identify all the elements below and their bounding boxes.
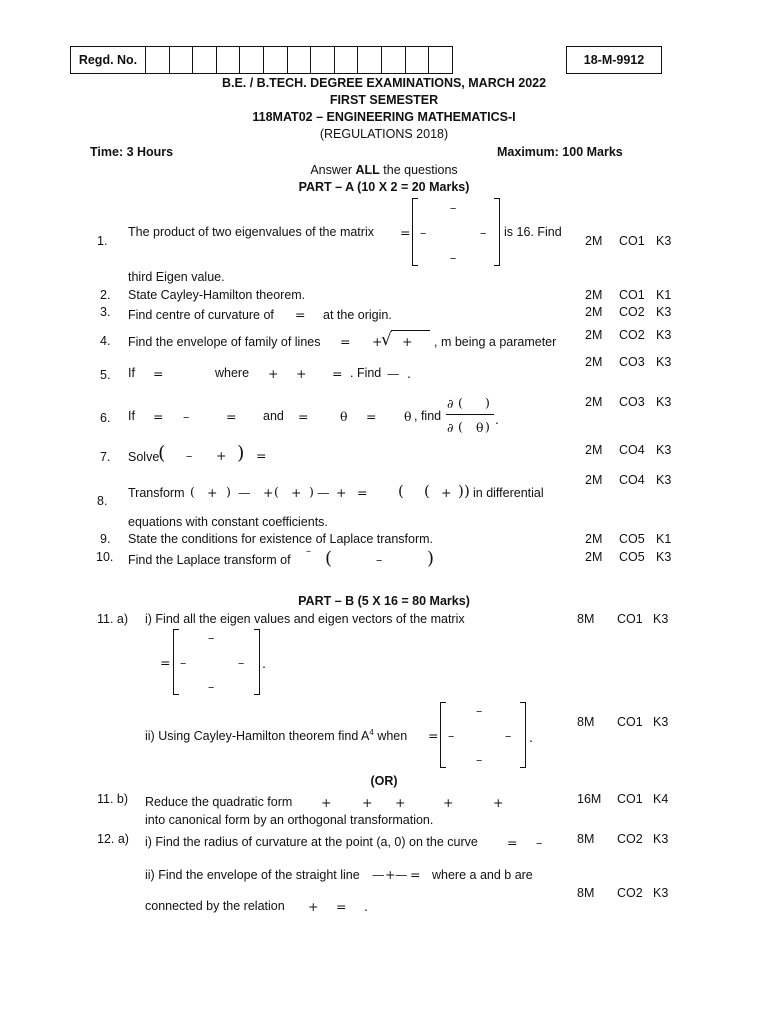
q11a-i-text: i) Find all the eigen values and eigen vectors of the matrix [145,612,465,626]
regd-cell [146,47,170,73]
q4-co: CO2 [619,328,645,342]
regd-no-label: Regd. No. [71,47,146,73]
q11a-ii-text [145,728,407,743]
q11b-co: CO1 [617,792,643,806]
regd-cell [240,47,264,73]
regd-cell [170,47,194,73]
q1-text-after: is 16. Find [504,225,562,239]
q12a-ii-eq2: = [336,899,347,914]
or-separator: (OR) [370,774,398,788]
q3-text: Find centre of curvature of [128,308,274,322]
q8-rparen2: ) [309,484,314,499]
q10-minus: – [376,552,383,567]
q1-text: The product of two eigenvalues of the matrix [128,225,374,239]
q5-number: 5. [100,368,111,382]
q8-text2: equations with constant coefficients. [128,515,328,529]
q3-text-after: at the origin. [323,308,392,322]
q1-number: 1. [97,234,108,248]
regd-cell [358,47,382,73]
q8-plus4: + [336,485,347,500]
semester: FIRST SEMESTER [329,93,439,107]
regd-cell [406,47,430,73]
q11a-i-m1: – [208,630,215,645]
q11a-i-matrix-left-bracket [173,629,179,695]
q11a-ii-text-main: ii) Using Cayley-Hamilton theorem find A [145,729,370,744]
q10-sup-minus: – [306,546,311,557]
q7-rparen: ) [237,442,245,464]
q1-m1: – [450,200,457,215]
q7-lparen: ( [158,442,166,464]
q5-dash: — [387,366,400,381]
q11a-i-m3: – [238,655,245,670]
q6-den-lparen: ( [458,419,463,434]
q9-number: 9. [100,532,111,546]
q4-text-after: , m being a parameter [434,335,557,349]
q11a-ii-eq: = [428,728,439,743]
q9-co: CO5 [619,532,645,546]
q4-plus1: + [372,334,383,349]
q6-eq1: = [153,409,164,424]
q5-find: . Find [350,366,382,380]
q11b-line1: Reduce the quadratic form [145,795,293,809]
regd-cell [264,47,288,73]
q5-plus2: + [296,366,307,381]
q6-fraction-bar [446,414,494,415]
q1-matrix-right-bracket [494,198,500,266]
q3-marks: 2M [585,305,603,319]
q4-sqrt: √ [381,330,392,350]
q2-co: CO1 [619,288,645,302]
q10-k: K3 [656,550,672,564]
q1-m3: – [480,225,487,240]
q6-eq4: = [366,409,377,424]
q5-co: CO3 [619,355,645,369]
q11a-ii-matrix-left-bracket [440,702,446,768]
q12a-i-k: K3 [653,832,669,846]
q12a-i-co: CO2 [617,832,643,846]
q1-co: CO1 [619,234,645,248]
q11b-line2: into canonical form by an orthogonal transformation. [145,813,434,827]
q5-k: K3 [656,355,672,369]
q6-den-partial: ∂ [447,420,454,435]
regd-cell [335,47,359,73]
q1-matrix-left-bracket [412,198,418,266]
q1-k: K3 [656,234,672,248]
q6-and: and [263,409,284,423]
q11a-i-dot: . [262,656,266,671]
q8-lparen2: ( [274,484,279,499]
q5-if: If [128,366,135,380]
q4-marks: 2M [585,328,603,342]
q11b-k: K4 [653,792,669,806]
regd-cell [217,47,241,73]
q8-marks: 2M [585,473,603,487]
q7-co: CO4 [619,443,645,457]
regd-cell [311,47,335,73]
q5-plus1: + [268,366,279,381]
q5-where: where [215,366,250,380]
q12a-ii-k: K3 [653,886,669,900]
q12a-ii-plus: + [385,867,396,882]
q11b-plus4: + [443,795,454,810]
q1-text2: third Eigen value. [128,270,225,284]
q1-m4: – [450,250,457,265]
q8-lparen3: ( [398,482,404,500]
q6-minus: – [183,409,190,424]
paper-code: 18-M-9912 [566,46,662,74]
q7-plus: + [216,448,227,463]
instr-post: the questions [379,163,458,177]
q11a-i-eq: = [160,655,171,670]
q6-find: , find [414,409,442,423]
q5-marks: 2M [585,355,603,369]
q11a-ii-k: K3 [653,715,669,729]
q12a-ii-marks: 8M [577,886,595,900]
q2-k: K1 [656,288,672,302]
q9-text: State the conditions for existence of Laplace transform. [128,532,434,546]
q11a-ii-dot: . [529,730,533,745]
q8-plus2: + [263,485,274,500]
q1-eq: = [400,225,411,240]
regulations: (REGULATIONS 2018) [319,127,449,141]
q11a-i-m2: – [180,655,187,670]
q8-co: CO4 [619,473,645,487]
exam-title: B.E. / B.TECH. DEGREE EXAMINATIONS, MARCH 2022 [221,76,547,90]
q7-minus: – [186,448,193,463]
regd-cell [429,47,452,73]
q11a-i-marks: 8M [577,612,595,626]
q7-marks: 2M [585,443,603,457]
instr-bold: ALL [355,163,380,177]
q6-num-partial: ∂ [447,396,454,411]
regd-no-box [70,46,453,74]
q12a-i-minus: – [536,835,543,850]
q4-sqrt-bar [391,330,430,331]
q1-marks: 2M [585,234,603,248]
q7-eq: = [256,448,267,463]
q12a-ii-dot: . [364,899,368,914]
q11a-ii-matrix-right-bracket [520,702,526,768]
q8-plus5: + [441,485,452,500]
q12a-ii-text2: connected by the relation [145,899,285,913]
q12a-ii-plus2: + [308,899,319,914]
q6-den-theta: θ [476,420,484,435]
q6-theta1: θ [340,409,348,424]
q6-den-rparen: ) [485,419,490,434]
q12a-i-eq: = [507,835,518,850]
q5-eq2: = [332,366,343,381]
q12a-ii-eq: = [410,867,421,882]
q11a-i-m4: – [208,679,215,694]
q12a-ii-text-after: where a and b are [432,868,533,882]
q2-number: 2. [100,288,111,302]
regd-cell [382,47,406,73]
regd-cell [288,47,312,73]
q8-eq: = [357,485,368,500]
q11a-ii-m2: – [448,728,455,743]
q10-text: Find the Laplace transform of [128,553,291,567]
q10-marks: 2M [585,550,603,564]
q6-k: K3 [656,395,672,409]
time: Time: 3 Hours [90,145,174,159]
q10-co: CO5 [619,550,645,564]
q8-plus1: + [207,485,218,500]
q2-marks: 2M [585,288,603,302]
q4-eq: = [340,334,351,349]
q6-dot: . [495,412,499,427]
q9-k: K1 [656,532,672,546]
q6-marks: 2M [585,395,603,409]
q11a-i-co: CO1 [617,612,643,626]
q11b-plus5: + [493,795,504,810]
q11a-ii-m1: – [476,703,483,718]
q12a-ii-text: ii) Find the envelope of the straight line [145,868,360,882]
q1-m2: – [420,225,427,240]
q11a-ii-sup: 4 [369,728,374,737]
q11a-ii-co: CO1 [617,715,643,729]
q11a-number: 11. a) [97,612,129,626]
q8-number: 8. [97,494,108,508]
q4-k: K3 [656,328,672,342]
q10-number: 10. [96,550,114,564]
instr-pre: Answer [310,163,356,177]
q12a-number: 12. a) [97,832,129,846]
part-b-heading: PART – B (5 X 16 = 80 Marks) [298,594,470,608]
q6-num-rparen: ) [485,395,490,410]
q7-text: Solve [128,450,160,464]
q7-number: 7. [100,450,111,464]
q6-co: CO3 [619,395,645,409]
q7-k: K3 [656,443,672,457]
q11b-number: 11. b) [97,792,129,806]
q11a-i-k: K3 [653,612,669,626]
instructions [0,163,768,177]
q11a-ii-marks: 8M [577,715,595,729]
q10-rparen: ) [427,548,435,569]
q6-eq3: = [298,409,309,424]
regd-cell [193,47,217,73]
q11a-ii-text-after: when [373,729,408,744]
q4-plus2: + [402,334,413,349]
q11b-marks: 16M [577,792,602,806]
q5-eq1: = [153,366,164,381]
q8-dash1: — [238,485,251,500]
q11b-plus1: + [321,795,332,810]
q8-rparen4: ) [464,482,470,500]
q3-k: K3 [656,305,672,319]
q6-if: If [128,409,135,423]
q2-text: State Cayley-Hamilton theorem. [128,288,306,302]
q11b-plus2: + [362,795,373,810]
q6-eq2: = [226,409,237,424]
q10-lparen: ( [325,548,333,569]
q11a-ii-m4: – [476,752,483,767]
q8-rparen3: ) [458,482,464,500]
q8-lparen4: ( [424,482,430,500]
q6-theta2: θ [404,409,412,424]
q8-rparen1: ) [226,484,231,499]
q8-plus3: + [291,485,302,500]
q8-lparen1: ( [190,484,195,499]
q5-dot: . [407,366,411,381]
q12a-i-marks: 8M [577,832,595,846]
q4-number: 4. [100,334,111,348]
q3-number: 3. [100,305,111,319]
part-a-heading: PART – A (10 X 2 = 20 Marks) [298,180,470,194]
q12a-ii-dash1: — [372,867,385,882]
q8-text: Transform [128,486,185,500]
q12a-ii-dash2: — [395,867,408,882]
q6-number: 6. [100,411,111,425]
q8-k: K3 [656,473,672,487]
course-title: 118MAT02 – ENGINEERING MATHEMATICS-I [252,110,516,124]
max-marks: Maximum: 100 Marks [497,145,623,159]
q12a-i-text: i) Find the radius of curvature at the point (a, 0) on the curve [145,835,478,849]
q11b-plus3: + [395,795,406,810]
q4-text: Find the envelope of family of lines [128,335,321,349]
q8-text-after: in differential [473,486,544,500]
q3-co: CO2 [619,305,645,319]
q11a-ii-m3: – [505,728,512,743]
q9-marks: 2M [585,532,603,546]
q12a-ii-co: CO2 [617,886,643,900]
q6-num-lparen: ( [458,395,463,410]
q11a-i-matrix-right-bracket [254,629,260,695]
q3-eq: = [295,307,306,322]
q8-dash2: — [317,485,330,500]
